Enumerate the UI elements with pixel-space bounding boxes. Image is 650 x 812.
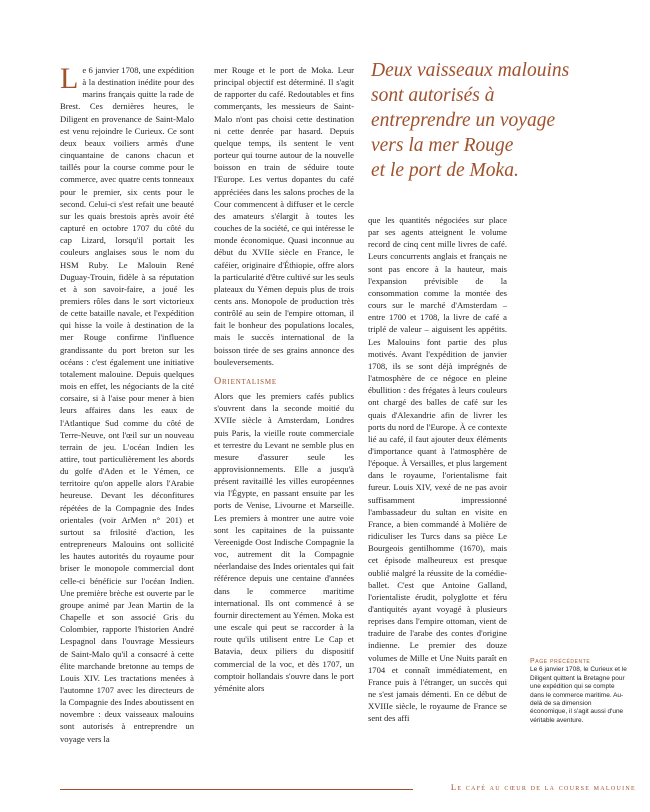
- article-text: e 6 janvier 1708, une expédition à la destination inédite pour des marins français quitte la rade de Brest. Ces dernières heures, le Diligent en provenance de Saint-Malo est venu rejoindre le Curieux. Ce sont deux beaux voiliers armés d'une cinquantaine de canons chacun et taillés pour la course comme pour le commerce, avec quatre cents tonneaux pour le premier, six cents pour le second. Celui-ci s'est refait une beauté sur les quais brestois après avoir été capturé en octobre 1707 du côté du cap Lizard, lorsqu'il portait les couleurs anglaises sous le nom du HSM Ruby. Le Malouin René Duguay-Trouin, fidèle à sa réputation et à son savoir-faire, a joué les premiers rôles dans le sort victorieux de cette bataille navale, et l'expédition qui hisse la voile à destination de la mer Rouge confirme l'influence grandissante du port breton sur les océans : c'est également une initiative totalement malouine. Depuis quelques mois en effet, les négociants de la cité corsaire, si à l'aise pour mener à bien leurs affaires dans les eaux de l'Atlantique Sud comme du côté de Terre-Neuve, ont l'œil sur un nouveau terrain de jeu. L'océan Indien les attire, tout particulièrement les abords du golfe d'Aden et le Yémen, ce territoire qu'on appelle alors l'Arabie heureuse. Devant les déconfitures répétées de la Compagnie des Indes orientales (voir ArMen n° 201) et surtout sa frilosité d'action, les entrepreneurs Malouins ont sollicité les hautes autorités du royaume pour briser le monopole commercial dont celle-ci bénéficie sur l'océan Indien. Une première brèche est ouverte par le groupe animé par Jean Martin de la Chapelle et son associé Gris du Colombier, rapporte l'historien André Lespagnol dans l'ouvrage Messieurs de Saint-Malo qu'il a consacré à cette élite marchande bretonne au temps de Louis XIV. Les tractations menées à l'automne 1707 avec les directeurs de la Compagnie des Indes aboutissent en novembre : deux vaisseaux malouins sont autorisés à entreprendre un voyage vers la: [60, 65, 194, 744]
- footer-rule: [60, 789, 413, 790]
- pull-quote-line: Deux vaisseaux malouins: [371, 60, 570, 81]
- caption-title: Page précédente: [530, 658, 591, 665]
- article-text: Alors que les premiers cafés publics s'ouvrent dans la seconde moitié du XVIIe siècle à Amsterdam, Londres puis Paris, la vieille route commerciale et terrestre du Levant ne semble plus en mesure d'assurer seule les approvisionnements. Elle a jusqu'à présent ravitaillé les villes européennes via l'Égypte, en passant ensuite par les ports de Venise, Livourne et Marseille. Les premiers à montrer une autre voie sont les capitaines de la puissante Vereenigde Oost Indische Compagnie la voc, autrement dit la Compagnie néerlandaise des Indes orientales qui fait référence depuis une centaine d'années dans le commerce maritime international. Ils ont commencé à se fournir directement au Yémen. Moka est une escale qui peut se raccorder à la route qu'ils utilisent entre Le Cap et Batavia, deux piliers du dispositif commercial de la voc, et dès 1707, un comptoir hollandais s'ouvre dans le port yéménite alors: [214, 391, 354, 693]
- pull-quote-line: vers la mer Rouge: [371, 135, 514, 156]
- article-text: que les quantités négociées sur place par ses agents atteignent le volume record de cinq cent mille livres de café. Leurs concurrents anglais et français ne sont pas encore à la hauteur, mais l'expansion prévisible de la consommation comme la montée des cours sur le marché d'Amsterdam – entre 1700 et 1708, la livre de café a triplé de valeur – aiguisent les appétits. Les Malouins font partie des plus motivés. Avant l'expédition de janvier 1708, ils se sont déjà imprégnés de l'atmosphère de ce négoce en pleine ébullition : des frégates à leurs couleurs ont chargé des balles de café sur les quais d'Alexandrie afin de livrer les ports du nord de l'Europe. À ce contexte lié au café, il faut ajouter deux éléments d'importance quant à l'atmosphère de l'époque. À Versailles, et plus largement dans le royaume, l'orientalisme fait fureur. Louis XIV, vexé de ne pas avoir suffisamment impressionné l'ambassadeur du sultan en visite en France, a bien commandé à Molière de ridiculiser les Turcs dans sa pièce Le Bourgeois gentilhomme (1670), mais cet épisode malheureux est presque oublié malgré la réussite de la comédie-ballet. C'est que Antoine Galland, l'orientaliste érudit, polyglotte et féru d'antiquités ayant voyagé à plusieurs reprises dans l'empire ottoman, vient de traduire de l'arabe des contes d'origine indienne. Le premier des douze volumes de Mille et Une Nuits paraît en 1704 et connaît immédiatement, en France puis à l'étranger, un succès qui ne s'est jamais démenti. En ce début de XVIIIe siècle, le royaume de France se sent des affi: [368, 215, 507, 724]
- article-column-3: [368, 214, 507, 774]
- article-paragraph: [60, 64, 194, 745]
- article-column-1: [60, 64, 194, 772]
- pull-quote: [371, 58, 591, 183]
- image-caption: [530, 658, 630, 725]
- caption-text: Le 6 janvier 1708, le Curieux et le Diligent quittent la Bretagne pour une expédition qui se compte dans le commerce maritime. Au-delà de sa dimension économique, il s'agit aussi d'une véritable aventure.: [530, 666, 627, 724]
- article-text: mer Rouge et le port de Moka. Leur principal objectif est déterminé. Il s'agit de rapporter du café. Redoutables et fins commerçants, les messieurs de Saint-Malo n'ont pas choisi cette destination ni cette denrée par hasard. Depuis quelque temps, ils sentent le vent porteur qui tourne autour de la nouvelle boisson en train de séduire toute l'Europe. Les vertus dopantes du café appréciées dans les salons proches de la Cour commencent à diffuser et le cercle des amateurs s'élargit à toutes les couches de la société, ce qui intéresse le monde économique. Quasi inconnue au début du XVIIe siècle en France, le caféier, originaire d'Éthiopie, offre alors la particularité d'être cultivé sur les seuls plateaux du Yémen depuis plus de trois cents ans. Monopole de production très contrôlé au sein de l'empire ottoman, il fait le bonheur des populations locales, mais le succès international de la boisson tirée de ses grains annonce des bouleversements.: [214, 65, 354, 367]
- pull-quote-line: et le port de Moka.: [371, 160, 519, 181]
- running-footer: Le café au cœur de la course malouine: [450, 782, 636, 792]
- pull-quote-line: entreprendre un voyage: [371, 110, 556, 131]
- pull-quote-line: sont autorisés à: [371, 85, 495, 106]
- drop-cap: L: [60, 64, 79, 95]
- article-column-2: [214, 64, 354, 772]
- section-heading: Orientalisme: [214, 375, 277, 387]
